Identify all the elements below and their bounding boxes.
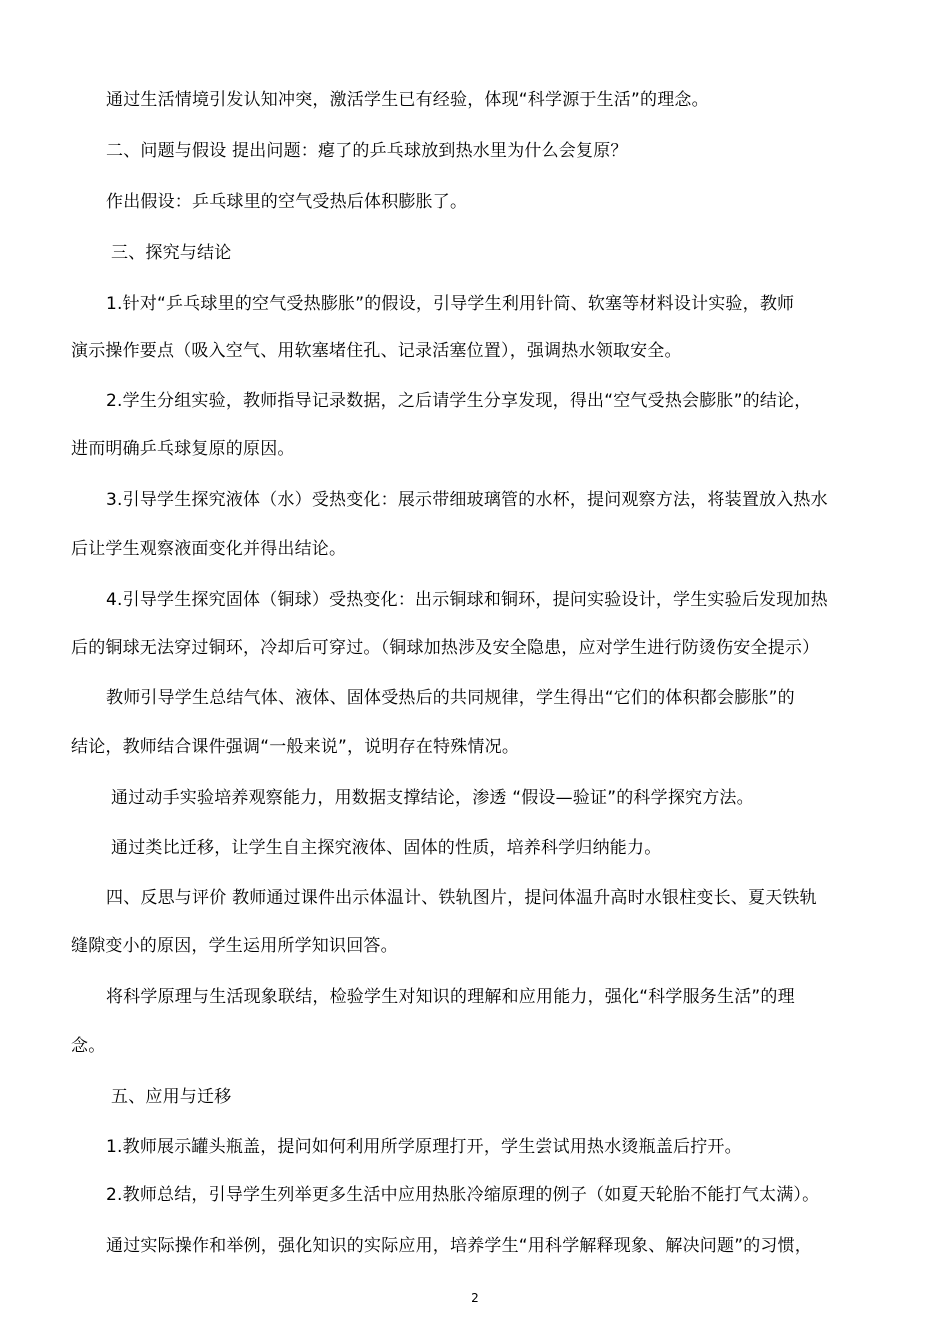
paragraph-line: 1.教师展示罐头瓶盖，提问如何利用所学原理打开，学生尝试用热水烫瓶盖后拧开。 (106, 1137, 742, 1157)
paragraph-line: 进而明确乒乓球复原的原因。 (71, 439, 295, 459)
paragraph-line: 通过生活情境引发认知冲突，激活学生已有经验，体现“科学源于生活”的理念。 (106, 90, 709, 110)
paragraph-line: 通过类比迁移，让学生自主探究液体、固体的性质，培养科学归纳能力。 (111, 838, 662, 858)
paragraph-line: 2.教师总结，引导学生列举更多生活中应用热胀冷缩原理的例子（如夏天轮胎不能打气太满）。 (106, 1185, 820, 1205)
section-heading-problem-hypothesis: 二、问题与假设 提出问题：瘪了的乒乓球放到热水里为什么会复原？ (106, 141, 628, 161)
paragraph-line: 4.引导学生探究固体（铜球）受热变化：出示铜球和铜环，提问实验设计，学生实验后发现加热 (106, 590, 828, 610)
section-heading-reflection-evaluation: 四、反思与评价 教师通过课件出示体温计、铁轨图片，提问体温升高时水银柱变长、夏天铁轨 (106, 888, 817, 908)
paragraph-line: 作出假设：乒乓球里的空气受热后体积膨胀了。 (106, 192, 468, 212)
paragraph-line: 通过动手实验培养观察能力，用数据支撑结论，渗透 “假设—验证”的科学探究方法。 (111, 788, 754, 808)
paragraph-line: 教师引导学生总结气体、液体、固体受热后的共同规律，学生得出“它们的体积都会膨胀”的 (106, 688, 795, 708)
section-heading-application-transfer: 五、应用与迁移 (111, 1087, 232, 1107)
paragraph-line: 后让学生观察液面变化并得出结论。 (71, 539, 347, 559)
paragraph-line: 缝隙变小的原因，学生运用所学知识回答。 (71, 936, 398, 956)
section-heading-inquiry-conclusion: 三、探究与结论 (111, 243, 232, 263)
page-number: 2 (471, 1291, 479, 1305)
paragraph-line: 1.针对“乒乓球里的空气受热膨胀”的假设，引导学生利用针筒、软塞等材料设计实验，教师 (106, 294, 795, 314)
paragraph-line: 2.学生分组实验，教师指导记录数据，之后请学生分享发现，得出“空气受热会膨胀”的结论， (106, 391, 812, 411)
paragraph-line: 结论，教师结合课件强调“一般来说”，说明存在特殊情况。 (71, 737, 520, 757)
paragraph-line: 将科学原理与生活现象联结，检验学生对知识的理解和应用能力，强化“科学服务生活”的理 (106, 987, 795, 1007)
paragraph-line: 通过实际操作和举例，强化知识的实际应用，培养学生“用科学解释现象、解决问题”的习惯， (106, 1236, 813, 1256)
paragraph-line: 念。 (71, 1036, 106, 1056)
paragraph-line: 演示操作要点（吸入空气、用软塞堵住孔、记录活塞位置），强调热水领取安全。 (71, 341, 682, 361)
paragraph-line: 后的铜球无法穿过铜环，冷却后可穿过。（铜球加热涉及安全隐患，应对学生进行防烫伤安全提示） (71, 638, 820, 658)
paragraph-line: 3.引导学生探究液体（水）受热变化：展示带细玻璃管的水杯，提问观察方法，将装置放入热水 (106, 490, 828, 510)
